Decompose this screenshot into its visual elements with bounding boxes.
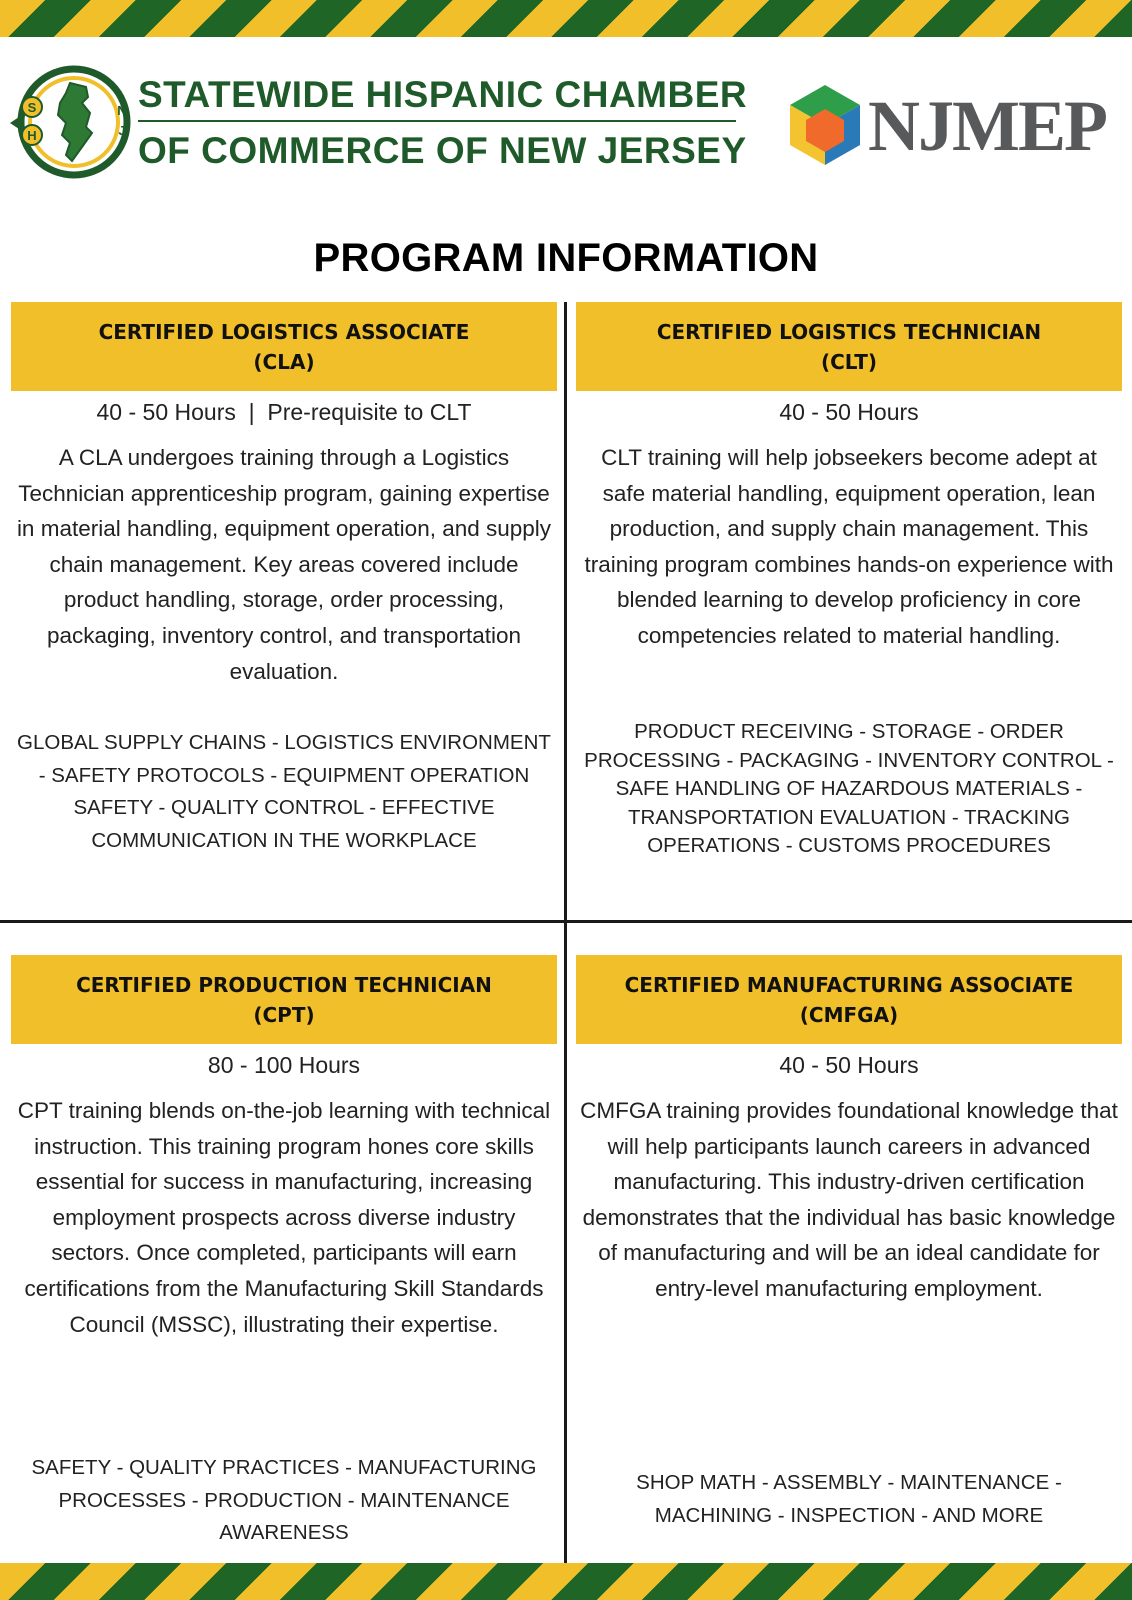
program-panel-cpt (11, 955, 557, 1544)
program-banner (576, 955, 1122, 1044)
program-hours: 80 - 100 Hours (207, 1052, 361, 1078)
program-banner (576, 302, 1122, 391)
org-name-rule (138, 120, 736, 122)
program-description: CPT training blends on-the-job learning with technical instruction. This training program hones core skills essential for success in manufacturing, increasing employment prospects across diverse industry sectors. Once completed, participants will earn certifications from the Manufacturing Skill Standards Council (MSSC), illustrating their expertise. (17, 1098, 551, 1337)
bottom-hazard-stripe (0, 1563, 1132, 1600)
program-hours: 40 - 50 Hours (779, 399, 919, 425)
program-hours: 40 - 50 Hours | Pre-requisite to CLT (96, 399, 472, 425)
horizontal-divider (0, 920, 1132, 923)
program-name: CERTIFIED LOGISTICS ASSOCIATE (98, 319, 470, 344)
seal-letter-s: S (27, 100, 37, 115)
program-description: CLT training will help jobseekers become adept at safe material handling, equipment operation, lean production, and supply chain management. This training program combines hands-on experience with blended learning to develop proficiency in core competencies related to material handling. (584, 445, 1114, 648)
page-title: PROGRAM INFORMATION (313, 236, 819, 280)
program-abbr: (CMFGA) (799, 1002, 899, 1027)
seal-letter-j: J (118, 123, 126, 138)
njmep-cube-icon (788, 83, 862, 167)
program-name: CERTIFIED LOGISTICS TECHNICIAN (656, 319, 1042, 344)
chamber-seal-logo (8, 63, 138, 181)
program-topics: SAFETY - QUALITY PRACTICES - MANUFACTURING PROCESSES - PRODUCTION - MAINTENANCE AWARENESS (31, 1456, 537, 1544)
program-abbr: (CPT) (253, 1002, 315, 1027)
program-panel-clt (576, 302, 1122, 857)
program-topics: SHOP MATH - ASSEMBLY - MAINTENANCE - MACHINING - INSPECTION - AND MORE (636, 1471, 1062, 1527)
header (0, 55, 1132, 185)
seal-letter-h: H (27, 128, 37, 143)
program-name: CERTIFIED PRODUCTION TECHNICIAN (76, 972, 492, 997)
program-abbr: (CLT) (820, 349, 878, 374)
program-banner (11, 955, 557, 1044)
program-panel-cla (11, 302, 557, 852)
org-name (138, 73, 748, 173)
program-topics: PRODUCT RECEIVING - STORAGE - ORDER PROCESSING - PACKAGING - INVENTORY CONTROL - SAFE HANDLING OF HAZARDOUS MATERIALS - TRANSPORTATION EVALUATION - TRACKING OPERATIONS - CUSTOMS PROCEDURES (584, 720, 1114, 857)
org-name-line-1: STATEWIDE HISPANIC CHAMBER (138, 74, 748, 115)
seal-letter-n: N (117, 103, 127, 118)
program-name: CERTIFIED MANUFACTURING ASSOCIATE (624, 972, 1074, 997)
program-hours: 40 - 50 Hours (779, 1052, 919, 1078)
program-description: CMFGA training provides foundational knowledge that will help participants launch careers in advanced manufacturing. This industry-driven certification demonstrates that the individual has basic knowledge of manufacturing and will be an ideal candidate for entry-level manufacturing employment. (580, 1098, 1118, 1301)
program-banner (11, 302, 557, 391)
vertical-divider (564, 302, 567, 1564)
top-hazard-stripe (0, 0, 1132, 37)
org-name-line-2: OF COMMERCE OF NEW JERSEY (138, 130, 747, 171)
program-description: A CLA undergoes training through a Logistics Technician apprenticeship program, gaining expertise in material handling, equipment operation, and supply chain management. Key areas covered include product handling, storage, order processing, packaging, inventory control, and transportation evaluation. (16, 445, 552, 684)
program-topics: GLOBAL SUPPLY CHAINS - LOGISTICS ENVIRONMENT - SAFETY PROTOCOLS - EQUIPMENT OPERATION SAFETY - QUALITY CONTROL - EFFECTIVE COMMUNICATION IN THE WORKPLACE (17, 731, 551, 852)
njmep-wordmark: NJMEP (868, 86, 1106, 166)
program-panel-cmfga (576, 955, 1122, 1527)
program-abbr: (CLA) (253, 349, 315, 374)
njmep-logo (788, 83, 1108, 173)
